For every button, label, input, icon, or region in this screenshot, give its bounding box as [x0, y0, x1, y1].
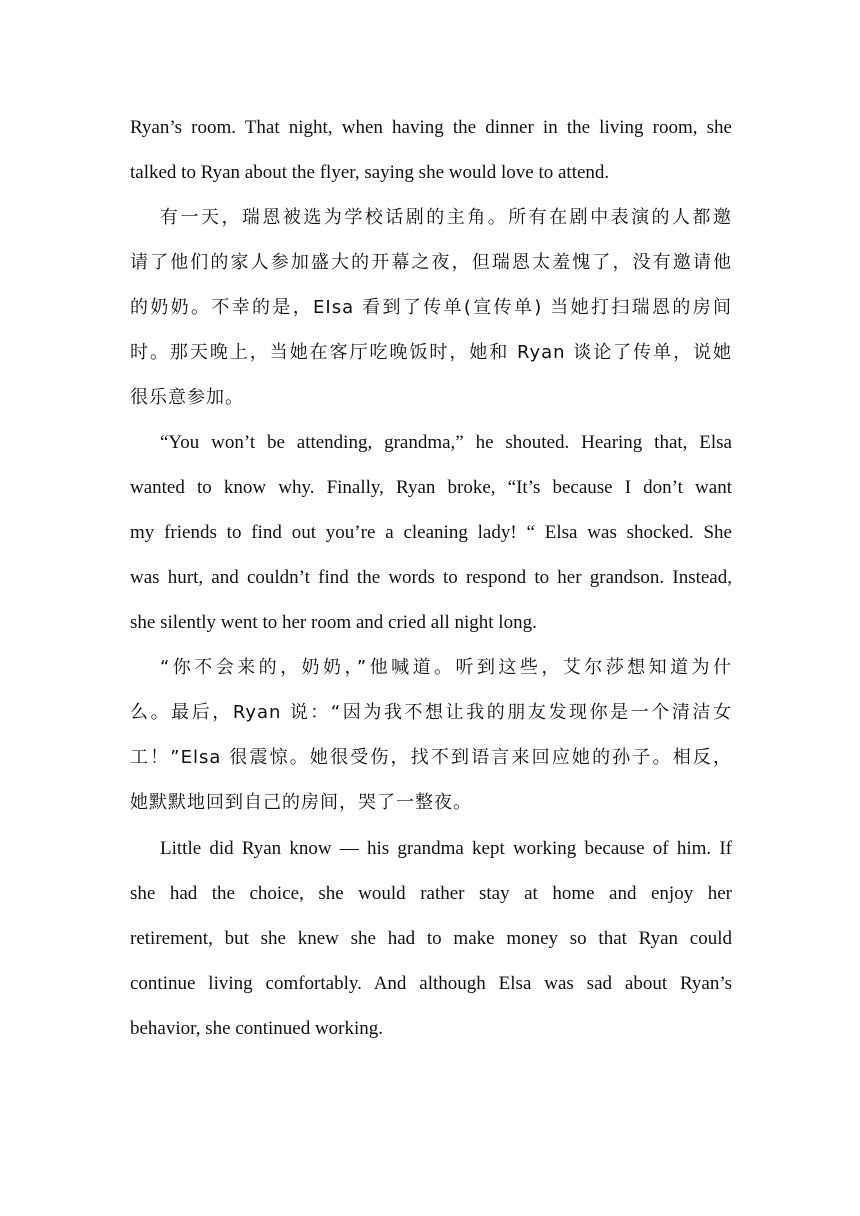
text-line: “You won’t be attending, grandma,” he shouted. Hearing that, Elsa	[160, 432, 732, 453]
paragraph-english-1	[130, 105, 732, 195]
paragraph-english-3	[130, 826, 732, 1051]
text-line: 有一天，瑞恩被选为学校话剧的主角。所有在剧中表演的人都邀	[160, 207, 732, 228]
text-line: she had the choice, she would rather stay at home and enjoy her	[130, 883, 732, 904]
text-line: she silently went to her room and cried all night long.	[130, 612, 537, 633]
paragraph-chinese-1	[130, 195, 732, 420]
text-line: 很乐意参加。	[130, 387, 244, 408]
text-line: 她默默地回到自己的房间，哭了一整夜。	[130, 792, 472, 813]
text-line: continue living comfortably. And although Elsa was sad about Ryan’s	[130, 973, 732, 994]
text-line: 工！”Elsa 很震惊。她很受伤，找不到语言来回应她的孙子。相反，	[130, 747, 732, 768]
text-line: behavior, she continued working.	[130, 1018, 384, 1039]
text-line: retirement, but she knew she had to make money so that Ryan could	[130, 928, 732, 949]
text-line: 时。那天晚上，当她在客厅吃晚饭时，她和 Ryan 谈论了传单，说她	[130, 342, 732, 363]
text-line: “你不会来的，奶奶，”他喊道。听到这些，艾尔莎想知道为什	[160, 657, 732, 678]
text-line: 的奶奶。不幸的是，EIsa 看到了传单(宣传单) 当她打扫瑞恩的房间	[130, 297, 732, 318]
text-line: Little did Ryan know — his grandma kept working because of him. If	[160, 838, 732, 859]
text-line: 请了他们的家人参加盛大的开幕之夜，但瑞恩太羞愧了，没有邀请他	[130, 252, 732, 273]
text-line: wanted to know why. Finally, Ryan broke, “It’s because I don’t want	[130, 477, 732, 498]
text-line: talked to Ryan about the flyer, saying she would love to attend.	[130, 162, 610, 183]
text-line: 么。最后，Ryan 说：“因为我不想让我的朋友发现你是一个清洁女	[130, 702, 732, 723]
text-line: Ryan’s room. That night, when having the dinner in the living room, she	[130, 117, 732, 138]
paragraph-english-2	[130, 420, 732, 645]
text-line: my friends to find out you’re a cleaning lady! “ Elsa was shocked. She	[130, 522, 732, 543]
text-line: was hurt, and couldn’t find the words to respond to her grandson. Instead,	[130, 567, 732, 588]
paragraph-chinese-2	[130, 645, 732, 825]
